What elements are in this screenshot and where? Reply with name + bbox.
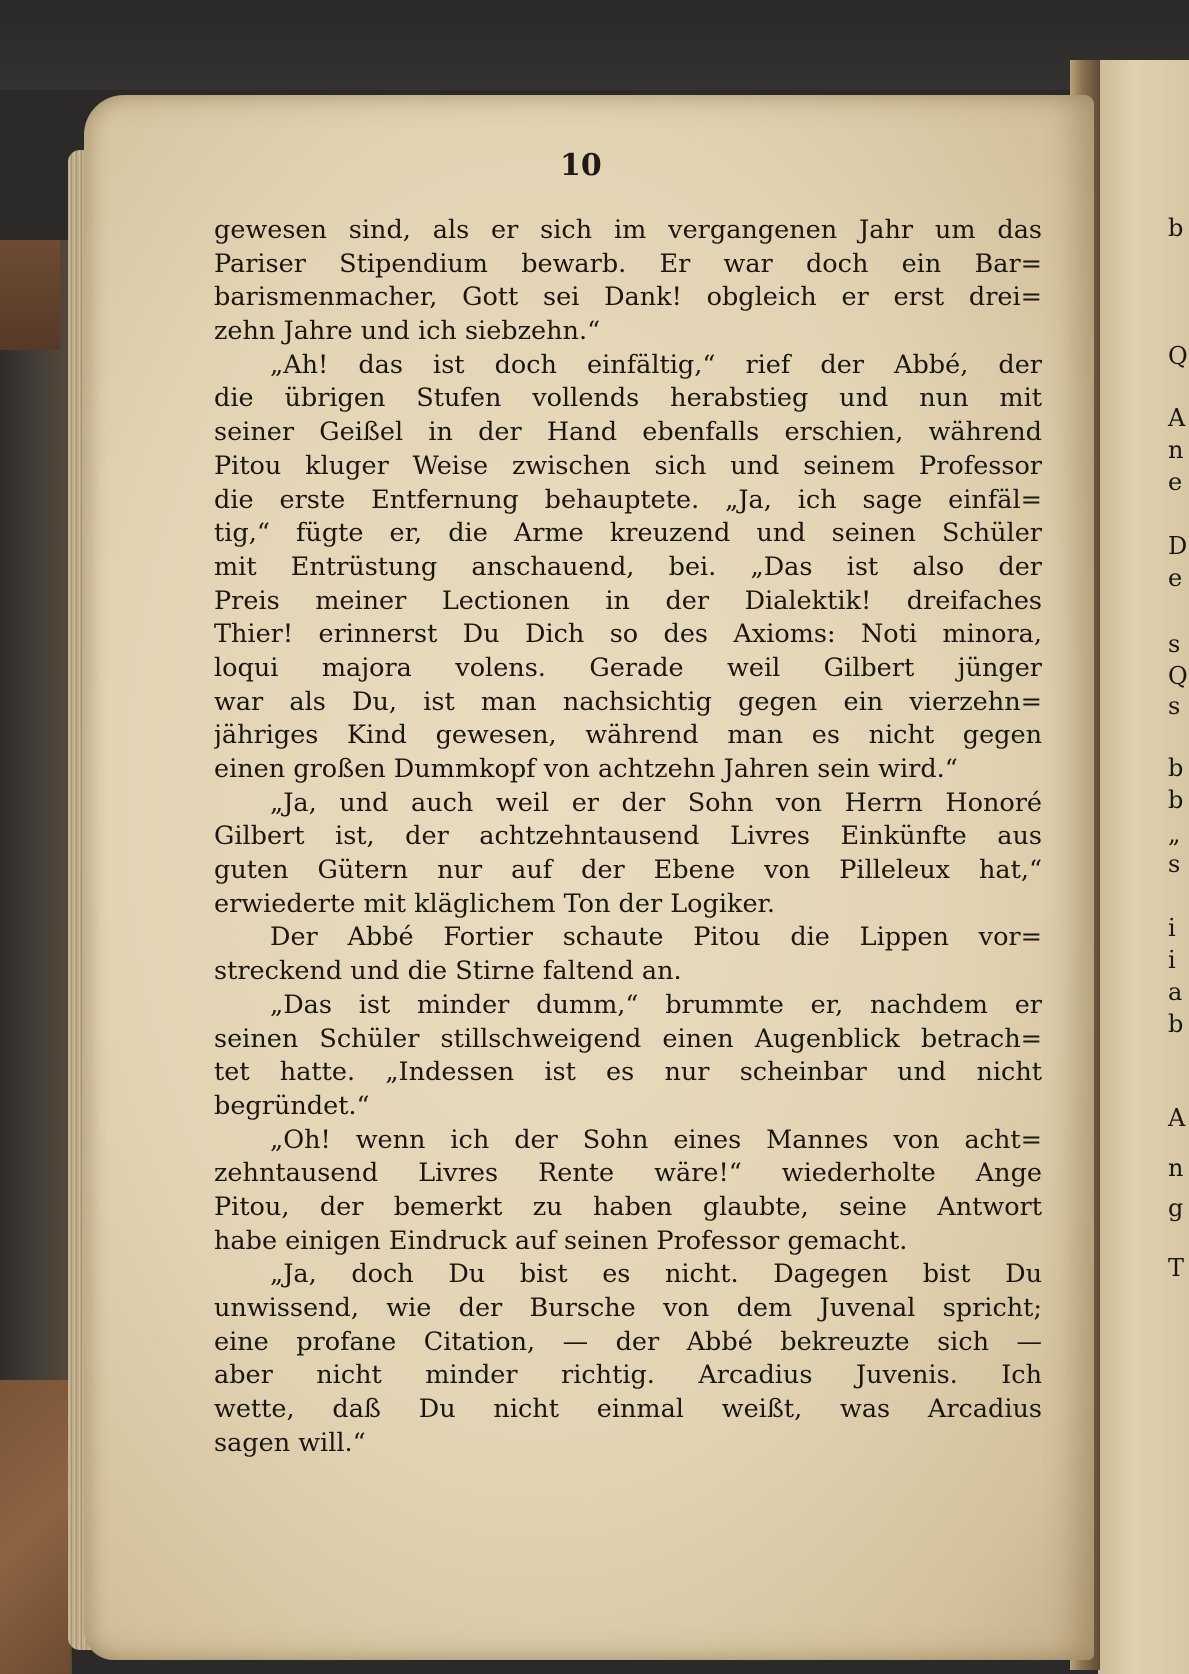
text-line: die erste Entfernung behauptete. „Ja, ich sage einfäl= <box>214 484 1042 515</box>
text-line: Pitou, der bemerkt zu haben glaubte, seine Antwort <box>214 1191 1042 1222</box>
next-page-fragment: A <box>1168 1104 1186 1132</box>
next-page-fragment: i <box>1168 914 1176 942</box>
text-line: Pariser Stipendium bewarb. Er war doch ein Bar= <box>214 248 1042 279</box>
text-line: Thier! erinnerst Du Dich so des Axioms: Noti minora, <box>214 619 1042 650</box>
next-page-fragment: e <box>1168 564 1183 592</box>
background-dark <box>0 0 1189 90</box>
text-line: „Ja, doch Du bist es nicht. Dagegen bist Du <box>270 1259 1042 1290</box>
next-page-fragment: n <box>1168 1154 1184 1182</box>
text-line: aber nicht minder richtig. Arcadius Juvenis. Ich <box>214 1360 1042 1391</box>
text-line: die übrigen Stufen vollends herabstieg und nun mit <box>214 383 1042 414</box>
leather-spine-top <box>0 240 60 350</box>
next-page-fragment: s <box>1168 850 1181 878</box>
text-line: einen großen Dummkopf von achtzehn Jahren sein wird.“ <box>214 754 958 784</box>
text-line: zehn Jahre und ich siebzehn.“ <box>214 316 601 347</box>
next-page-fragment: b <box>1168 214 1184 242</box>
next-page-fragment: T <box>1168 1254 1185 1282</box>
text-line: erwiederte mit kläglichem Ton der Logiker. <box>214 888 776 919</box>
text-line: seinen Schüler stillschweigend einen Augenblick betrach= <box>214 1023 1042 1054</box>
next-page-fragment: b <box>1168 754 1184 782</box>
text-line: zehntausend Livres Rente wäre!“ wiederholte Ange <box>214 1158 1042 1189</box>
next-page-fragment: Q <box>1168 342 1188 370</box>
text-line: wette, daß Du nicht einmal weißt, was Arcadius <box>214 1394 1042 1425</box>
text-line: „Ja, und auch weil er der Sohn von Herrn Honoré <box>270 787 1042 818</box>
next-page-fragment: s <box>1168 630 1181 658</box>
next-page-fragment: Q <box>1168 662 1188 690</box>
text-line: Preis meiner Lectionen in der Dialektik! dreifaches <box>214 585 1042 616</box>
page-number: 10 <box>560 148 602 183</box>
text-line: loqui majora volens. Gerade weil Gilbert jünger <box>214 652 1042 683</box>
text-line: Gilbert ist, der achtzehntausend Livres Einkünfte aus <box>214 821 1042 852</box>
next-page-fragment: g <box>1168 1194 1184 1222</box>
text-line: tig,“ fügte er, die Arme kreuzend und seinen Schüler <box>214 518 1042 549</box>
next-page-fragment: e <box>1168 468 1183 496</box>
text-line: tet hatte. „Indessen ist es nur scheinbar und nicht <box>214 1057 1042 1088</box>
text-line: Pitou kluger Weise zwischen sich und seinem Professor <box>214 450 1042 481</box>
text-line: guten Gütern nur auf der Ebene von Pilleleux hat,“ <box>214 855 1042 886</box>
next-page-fragment: a <box>1168 978 1183 1006</box>
text-line: „Das ist minder dumm,“ brummte er, nachdem er <box>270 989 1042 1020</box>
text-line: eine profane Citation, — der Abbé bekreuzte sich — <box>214 1326 1042 1357</box>
text-line: barismenmacher, Gott sei Dank! obgleich er erst drei= <box>214 282 1042 313</box>
next-page-fragment: n <box>1168 436 1184 464</box>
leather-corner <box>0 1380 70 1674</box>
next-page-fragment: b <box>1168 1010 1184 1038</box>
text-line: Der Abbé Fortier schaute Pitou die Lippen vor= <box>270 922 1042 953</box>
next-page-fragment: b <box>1168 786 1184 814</box>
text-line: begründet.“ <box>214 1090 370 1121</box>
text-line: war als Du, ist man nachsichtig gegen ein vierzehn= <box>214 686 1042 717</box>
page-text <box>214 214 1042 1460</box>
next-page-fragment: A <box>1168 404 1186 432</box>
text-line: gewesen sind, als er sich im vergangenen Jahr um das <box>214 215 1042 245</box>
text-line: „Oh! wenn ich der Sohn eines Mannes von acht= <box>270 1124 1042 1155</box>
text-line: streckend und die Stirne faltend an. <box>214 956 682 987</box>
text-line: unwissend, wie der Bursche von dem Juvenal spricht; <box>214 1293 1042 1323</box>
text-line: „Ah! das ist doch einfältig,“ rief der Abbé, der <box>270 349 1042 380</box>
next-page-fragment: D <box>1168 532 1188 560</box>
text-line: habe einigen Eindruck auf seinen Professor gemacht. <box>214 1225 908 1256</box>
next-page-fragment: „ <box>1168 820 1181 848</box>
next-page-fragment: s <box>1168 692 1181 720</box>
text-line: mit Entrüstung anschauend, bei. „Das ist also der <box>214 551 1042 582</box>
text-line: jähriges Kind gewesen, während man es nicht gegen <box>214 720 1042 751</box>
next-page-fragment: i <box>1168 946 1176 974</box>
text-line: seiner Geißel in der Hand ebenfalls erschien, während <box>214 417 1042 448</box>
text-line: sagen will.“ <box>214 1427 366 1458</box>
